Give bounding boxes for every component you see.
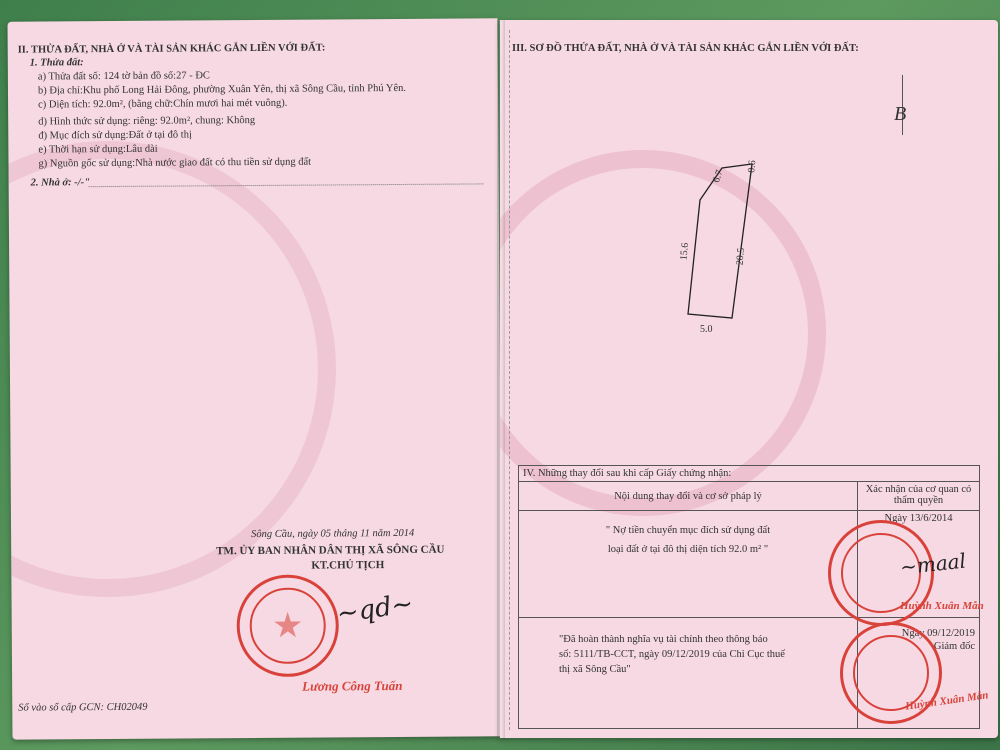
signer-title: KT.CHỦ TỊCH — [311, 559, 385, 572]
change-row-2-line2: số: 5111/TB-CCT, ngày 09/12/2019 của Chi Cục thuế — [559, 649, 785, 660]
dim-left: 15.6 — [678, 242, 691, 261]
margin-line — [509, 30, 510, 730]
issue-date: Sông Cầu, ngày 05 tháng 11 năm 2014 — [251, 527, 415, 541]
issuing-authority: TM. ỦY BAN NHÂN DÂN THỊ XÃ SÔNG CẦU — [216, 543, 445, 558]
confirm-row-1-date: Ngày 13/6/2014 — [884, 513, 953, 524]
section-title-iii: III. SƠ ĐỒ THỬA ĐẤT, NHÀ Ở VÀ TÀI SẢN KHÁC GẮN LIỀN VỚI ĐẤT: — [512, 43, 859, 54]
signature-top: ~maal — [898, 548, 968, 580]
change-row-1-line1: " Nợ tiền chuyển mục đích sử dụng đất — [605, 525, 771, 536]
signer-name: Lương Công Tuấn — [302, 677, 403, 694]
col-header-confirm: Xác nhận của cơ quan có thẩm quyền — [858, 482, 980, 511]
page-fold — [497, 20, 505, 738]
usage-origin: g) Nguồn gốc sử dụng:Nhà nước giao đất có thu tiền sử dụng đất — [38, 156, 312, 170]
confirm-row-2-role: Giám đốc — [933, 641, 975, 652]
change-row-1 — [519, 511, 858, 618]
certificate-number: Số vào sổ cấp GCN: CH02049 — [18, 701, 148, 714]
usage-term: e) Thời hạn sử dụng:Lâu dài — [38, 143, 158, 156]
signature: ~qd~ — [334, 588, 416, 630]
house-heading: 2. Nhà ở: -/-" — [30, 177, 90, 189]
parcel-address: b) Địa chỉ:Khu phố Long Hải Đông, phường Xuân Yên, thị xã Sông Cầu, tỉnh Phú Yên. — [37, 82, 407, 97]
north-label: B — [894, 103, 907, 125]
dim-bottom: 5.0 — [700, 324, 713, 335]
usage-form: d) Hình thức sử dụng: riêng: 92.0m², chung: Không — [38, 114, 256, 128]
signer-name-top: Huỳnh Xuân Mẫn — [900, 600, 984, 612]
signer-name-bottom: Huỳnh Xuân Mẫn — [904, 689, 990, 713]
changes-title: IV. Những thay đổi sau khi cấp Giấy chứng nhận: — [519, 466, 980, 482]
change-row-2 — [519, 618, 858, 729]
parcel-area: c) Diện tích: 92.0m², (bằng chữ:Chín mươi hai mét vuông). — [38, 97, 288, 111]
confirm-row-2-date: Ngày 09/12/2019 — [901, 628, 975, 639]
section-title-ii: II. THỬA ĐẤT, NHÀ Ở VÀ TÀI SẢN KHÁC GẮN LIỀN VỚI ĐẤT: — [17, 42, 326, 56]
change-row-1-line2: loại đất ở tại đô thị diện tích 92.0 m² " — [607, 544, 769, 555]
dim-top-right: 0.6 — [746, 159, 759, 174]
official-stamp — [236, 574, 339, 677]
change-row-2-line1: "Đã hoàn thành nghĩa vụ tài chính theo thông báo — [559, 634, 768, 645]
col-header-content: Nội dung thay đổi và cơ sở pháp lý — [519, 482, 858, 511]
change-row-2-line3: thị xã Sông Cầu" — [559, 664, 631, 675]
parcel-number: a) Thửa đất số: 124 tờ bản đồ số:27 - ĐC — [37, 70, 210, 83]
land-parcel-heading: 1. Thửa đất: — [29, 57, 84, 69]
dim-right: 20.5 — [734, 247, 747, 266]
left-page — [7, 18, 502, 739]
usage-purpose: đ) Mục đích sử dụng:Đất ở tại đô thị — [38, 129, 192, 142]
dim-top-left: 6.7 — [710, 168, 726, 185]
